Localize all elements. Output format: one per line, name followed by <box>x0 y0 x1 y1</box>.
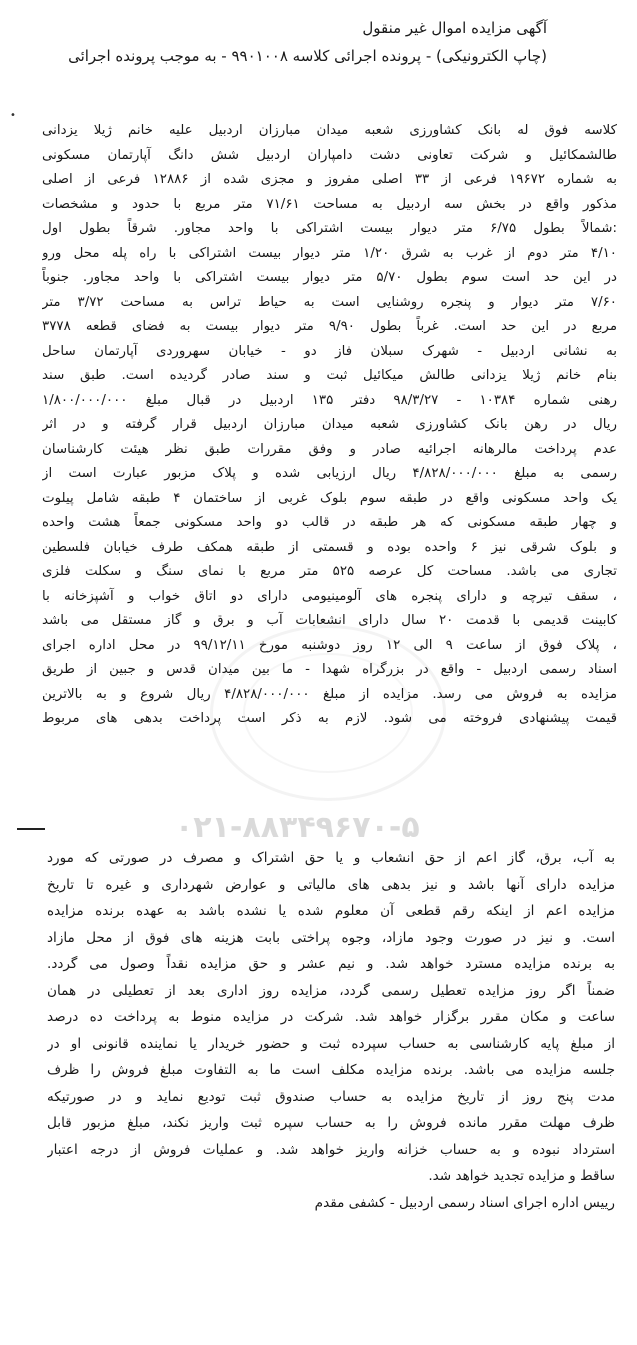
body-line: ساقط و مزایده تجدید خواهد شد. <box>428 1168 615 1184</box>
body-line: و بلوک شرقی نیز ۶ واحده بوده و قسمتی از طبقه همکف طرف خیابان فلسطین <box>42 539 617 555</box>
body-line: :شمالاً بطول ۶/۷۵ متر دیوار بیست اشتراکی با واحد مجاور. شرقاً بطول اول <box>42 221 617 236</box>
body-line: ۴/۱۰ متر دوم از غرب به شرق ۱/۲۰ متر دیوار بیست اشتراکی با راه پله محل ورو <box>42 245 617 261</box>
body-line: بنام خانم ژیلا یزدانی طالش میکائیل ثبت و سند صادر گردیده است. طبق سند <box>42 368 617 383</box>
body-line: رهنی شماره ۱۰۳۸۴ - ۹۸/۳/۲۷ دفتر ۱۳۵ اردبیل در قبال مبلغ ۱/۸۰۰/۰۰۰/۰۰۰ <box>42 392 617 408</box>
notice-title: آگهی مزایده اموال غیر منقول <box>362 19 547 37</box>
bullet-mark: • <box>10 110 16 121</box>
notice-body-part-2 <box>47 845 615 1216</box>
body-line: مدت پنج روز از تاریخ مزایده به حساب صندوق ثبت تودیع نماید و در صورتیکه <box>47 1088 615 1105</box>
body-line: ظرف مهلت مقرر مانده فروش را به حساب سپره ثبت واریز نکند، مبلغ مزبور قابل <box>47 1115 615 1131</box>
body-line: ، پلاک فوق از ساعت ۹ الی ۱۲ روز دوشنبه مورخ ۹۹/۱۲/۱۱ در محل اداره اجرای <box>42 637 617 653</box>
body-line: ریال در رهن بانک کشاورزی شعبه میدان مبارزان اردبیل قرار گرفته و در اثر <box>42 417 617 432</box>
body-line: مزایده دارای آنها باشد و نیز بدهی های مالیاتی و عوارض شهرداری و غیره تا تاریخ <box>47 876 615 893</box>
body-line: اسناد رسمی اردبیل - واقع در بزرگراه شهدا - ما بین میدان قدس و جبین از طریق <box>42 662 617 677</box>
body-line: استرداد نبوده و به حساب خزانه واریز خواهد شد. و عملیات فروش از درجه اعتبار <box>47 1141 615 1158</box>
notice-body-part-1 <box>42 119 617 732</box>
body-line: رسمی به مبلغ ۴/۸۲۸/۰۰۰/۰۰۰ ریال ارزیابی شده و پلاک مزبور عبارت است از <box>42 466 617 481</box>
body-line: به شماره ۱۹۶۷۲ فرعی از ۳۳ اصلی مفروز و مجزی شده از ۱۲۸۸۶ فرعی از اصلی <box>42 172 617 187</box>
body-line: مزایده به فروش می رسد. مزایده از مبلغ ۴/۸۲۸/۰۰۰/۰۰۰ ریال شروع و به بالاترین <box>42 686 617 702</box>
body-line: ساعت و مکان مقرر برگزار خواهد شد. شرکت در مزایده منوط به پرداخت ده درصد <box>47 1009 615 1025</box>
body-line: جلسه مزایده می باشد. برنده مزایده مکلف است ما به التفاوت مبلغ فروش را ظرف <box>47 1062 615 1078</box>
body-line: یک واحد مسکونی واقع در طبقه سوم بلوک غربی از ساختمان ۴ طبقه شامل پیلوت <box>42 490 617 506</box>
phone-stamp: ۰۲۱-۸۸۳۴۹۶۷۰-۵ <box>175 810 420 845</box>
body-line: قیمت پیشنهادی فروخته می شود. لازم به ذکر است پرداخت بدهی های مربوط <box>42 711 617 726</box>
body-line: تجاری می باشد. مساحت کل عرصه ۵۲۵ متر مربع با نمای سنگ و سکلت فلزی <box>42 564 617 579</box>
body-line: ۷/۶۰ متر دیوار و پنجره روشنایی است به حیاط تراس به مساحت ۳/۷۲ متر <box>42 294 617 310</box>
section-divider <box>17 828 45 830</box>
body-line: عدم پرداخت مالرهانه اجرائیه صادر و وفق مقررات طبق نظر هیئت کارشناسان <box>42 441 617 457</box>
body-line: ضمناً اگر روز مزایده تعطیل رسمی گردد، مزایده روز اداری بعد از تعطیلی در همان <box>47 982 615 999</box>
body-line: است. و نیز در صورت وجود مازاد، وجوه پراختی بابت هزینه های فوق از محل مازاد <box>47 929 615 946</box>
body-line: مذکور واقع در بخش سه اردبیل به مساحت ۷۱/۶۱ متر مربع با حدود و مشخصات <box>42 196 617 212</box>
signature-line: رییس اداره اجرای اسناد رسمی اردبیل - کشفی مقدم <box>314 1194 615 1211</box>
body-line: و چهار طبقه مسکونی که هر طبقه در قالب دو واحد مسکونی جمعاً هشت واحده <box>42 515 617 530</box>
notice-subtitle: (چاپ الکترونیکی) - پرونده اجرائی کلاسه ۹۹۰۱۰۰۸ - به موجب پرونده اجرائی <box>68 47 547 65</box>
body-line: ، سقف تیرچه و دارای پنجره های آلومینیومی دارای دو اتاق خواب و آشپزخانه با <box>42 588 617 604</box>
body-line: به برنده مزایده مسترد خواهد شد. و نیم عشر و حق مزایده نقداً وصول می گردد. <box>47 956 615 972</box>
body-line: در این حد است سوم بطول ۵/۷۰ متر دیوار بیست اشتراکی با واحد مجاور. جنوباً <box>42 270 617 285</box>
body-line: مربع در این حد است. غرباً بطول ۹/۹۰ متر دیوار بیست به فضای قطعه ۳۷۷۸ <box>42 319 617 334</box>
body-line: کابینت قدیمی با قدمت ۲۰ سال دارای انشعابات آب و برق و گاز مستقل می باشد <box>42 613 617 628</box>
body-line: به آب، برق، گاز اعم از حق انشعاب و یا حق اشتراک و مصرف در صورتی که مورد <box>47 850 615 866</box>
body-line: مزایده اعم از اینکه رقم قطعی آن معلوم شده یا نشده باشد به عهده برنده مزایده <box>47 903 615 919</box>
body-line: از مبلغ پایه کارشناسی به حساب سپرده ثبت و حضور خریدار یا نماینده قانونی او در <box>47 1035 615 1052</box>
body-line: کلاسه فوق له بانک کشاورزی شعبه میدان مبارزان اردبیل علیه خانم ژیلا یزدانی <box>42 123 617 138</box>
notice-header <box>27 14 547 70</box>
body-line: طالشمکائیل و شرکت تعاونی دشت دامپاران اردبیل شش دانگ آپارتمان مسکونی <box>42 147 617 163</box>
body-line: به نشانی اردبیل - شهرک سبلان فاز دو - خیابان سهروردی آپارتمان ساحل <box>42 343 617 359</box>
